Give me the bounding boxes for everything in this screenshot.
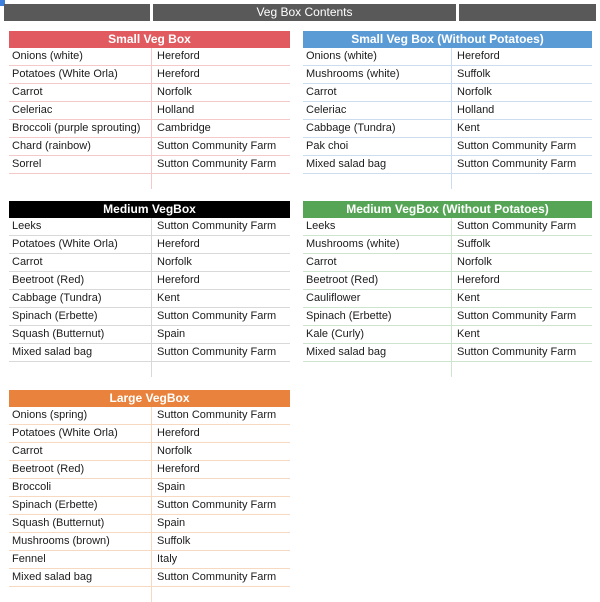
table-row [9,497,290,515]
item-cell: Cabbage (Tundra) [303,120,452,137]
source-cell: Holland [157,104,195,116]
empty-row [9,174,290,189]
table-body [9,218,290,377]
table-body [9,48,290,189]
source-cell: Sutton Community Farm [157,346,277,358]
source-cell: Kent [457,328,480,340]
table-row [9,344,290,362]
source-cell: Hereford [157,50,200,62]
source-cell: Italy [157,553,178,565]
item-cell: Sorrel [9,156,152,173]
item-cell: Beetroot (Red) [9,461,152,478]
table-header: Medium VegBox [9,201,290,218]
source-cell: Sutton Community Farm [457,346,577,358]
source-cell: Sutton Community Farm [457,220,577,232]
source-cell: Norfolk [457,256,492,268]
item-cell: Beetroot (Red) [303,272,452,289]
table-small-veg-box-without-potatoes [303,31,592,189]
item-cell: Broccoli (purple sprouting) [9,120,152,137]
item-cell: Leeks [9,218,152,235]
item-cell: Spinach (Erbette) [9,497,152,514]
source-cell: Suffolk [457,68,491,80]
table-row [9,218,290,236]
source-cell: Spain [157,328,186,340]
source-cell: Hereford [157,68,200,80]
table-row [9,533,290,551]
item-cell: Mixed salad bag [9,344,152,361]
source-cell: Suffolk [157,535,191,547]
item-cell: Carrot [9,84,152,101]
table-row [303,48,592,66]
table-row [303,254,592,272]
table-row [9,236,290,254]
item-cell: Onions (white) [9,48,152,65]
table-row [9,66,290,84]
table-row [9,84,290,102]
item-cell: Cabbage (Tundra) [9,290,152,307]
source-cell: Sutton Community Farm [457,158,577,170]
table-row [9,48,290,66]
source-cell: Sutton Community Farm [157,499,277,511]
source-cell: Sutton Community Farm [157,220,277,232]
source-cell: Spain [157,517,186,529]
item-cell: Potatoes (White Orla) [9,425,152,442]
item-cell: Mushrooms (brown) [9,533,152,550]
source-cell: Norfolk [157,445,192,457]
source-cell: Norfolk [457,86,492,98]
source-cell: Hereford [157,274,200,286]
item-cell [9,587,152,602]
table-row [9,479,290,497]
table-header: Small Veg Box [9,31,290,48]
table-row [303,102,592,120]
source-cell: Cambridge [157,122,211,134]
table-row [9,272,290,290]
table-body [303,218,592,377]
table-row [9,425,290,443]
table-row [303,138,592,156]
table-row [9,569,290,587]
source-cell [452,362,592,377]
item-cell [303,362,452,377]
table-row [9,156,290,174]
item-cell [9,362,152,377]
item-cell: Squash (Butternut) [9,515,152,532]
page-title: Veg Box Contents [153,4,456,21]
item-cell: Leeks [303,218,452,235]
item-cell: Fennel [9,551,152,568]
table-row [9,254,290,272]
item-cell: Celeriac [9,102,152,119]
table-row [303,66,592,84]
title-bar-cell [459,4,596,21]
item-cell: Squash (Butternut) [9,326,152,343]
item-cell: Carrot [303,254,452,271]
source-cell: Hereford [457,50,500,62]
item-cell: Onions (white) [303,48,452,65]
item-cell: Broccoli [9,479,152,496]
table-header: Small Veg Box (Without Potatoes) [303,31,592,48]
source-cell: Hereford [157,238,200,250]
source-cell [152,362,290,377]
table-row [303,344,592,362]
table-row [9,461,290,479]
item-cell: Spinach (Erbette) [9,308,152,325]
item-cell [303,174,452,189]
item-cell: Spinach (Erbette) [303,308,452,325]
table-small-veg-box [9,31,290,189]
source-cell: Hereford [457,274,500,286]
source-cell: Sutton Community Farm [457,310,577,322]
table-large-vegbox [9,390,290,602]
table-row [9,308,290,326]
source-cell: Suffolk [457,238,491,250]
title-bar-cell [4,4,150,21]
table-medium-vegbox-without-potatoes [303,201,592,377]
item-cell: Kale (Curly) [303,326,452,343]
table-header: Medium VegBox (Without Potatoes) [303,201,592,218]
source-cell: Kent [457,122,480,134]
item-cell: Potatoes (White Orla) [9,66,152,83]
empty-row [9,587,290,602]
item-cell: Mushrooms (white) [303,66,452,83]
item-cell: Pak choi [303,138,452,155]
table-medium-vegbox [9,201,290,377]
table-row [303,290,592,308]
table-row [9,515,290,533]
table-row [9,290,290,308]
source-cell: Norfolk [157,256,192,268]
table-row [9,102,290,120]
item-cell: Mixed salad bag [9,569,152,586]
item-cell: Potatoes (White Orla) [9,236,152,253]
source-cell: Sutton Community Farm [157,310,277,322]
table-row [303,218,592,236]
table-row [303,120,592,138]
source-cell [152,174,290,189]
empty-row [303,174,592,189]
table-row [303,156,592,174]
source-cell: Sutton Community Farm [157,140,277,152]
source-cell: Sutton Community Farm [157,409,277,421]
item-cell: Carrot [303,84,452,101]
table-row [9,407,290,425]
item-cell: Carrot [9,254,152,271]
empty-row [303,362,592,377]
table-row [9,443,290,461]
empty-row [9,362,290,377]
source-cell: Hereford [157,427,200,439]
table-row [303,272,592,290]
table-row [303,84,592,102]
table-row [303,308,592,326]
source-cell: Norfolk [157,86,192,98]
source-cell: Sutton Community Farm [157,158,277,170]
source-cell: Kent [457,292,480,304]
source-cell: Sutton Community Farm [457,140,577,152]
item-cell: Beetroot (Red) [9,272,152,289]
table-row [303,326,592,344]
table-header: Large VegBox [9,390,290,407]
item-cell: Cauliflower [303,290,452,307]
table-body [9,407,290,602]
item-cell: Chard (rainbow) [9,138,152,155]
table-row [9,120,290,138]
table-row [9,138,290,156]
table-body [303,48,592,189]
source-cell: Holland [457,104,495,116]
source-cell: Hereford [157,463,200,475]
source-cell [152,587,290,602]
item-cell: Mushrooms (white) [303,236,452,253]
table-row [9,551,290,569]
item-cell: Mixed salad bag [303,156,452,173]
item-cell: Carrot [9,443,152,460]
source-cell: Kent [157,292,180,304]
table-row [303,236,592,254]
item-cell: Onions (spring) [9,407,152,424]
source-cell: Spain [157,481,186,493]
title-bar [4,4,596,21]
source-cell: Sutton Community Farm [157,571,277,583]
table-row [9,326,290,344]
source-cell [452,174,592,189]
item-cell [9,174,152,189]
item-cell: Celeriac [303,102,452,119]
item-cell: Mixed salad bag [303,344,452,361]
